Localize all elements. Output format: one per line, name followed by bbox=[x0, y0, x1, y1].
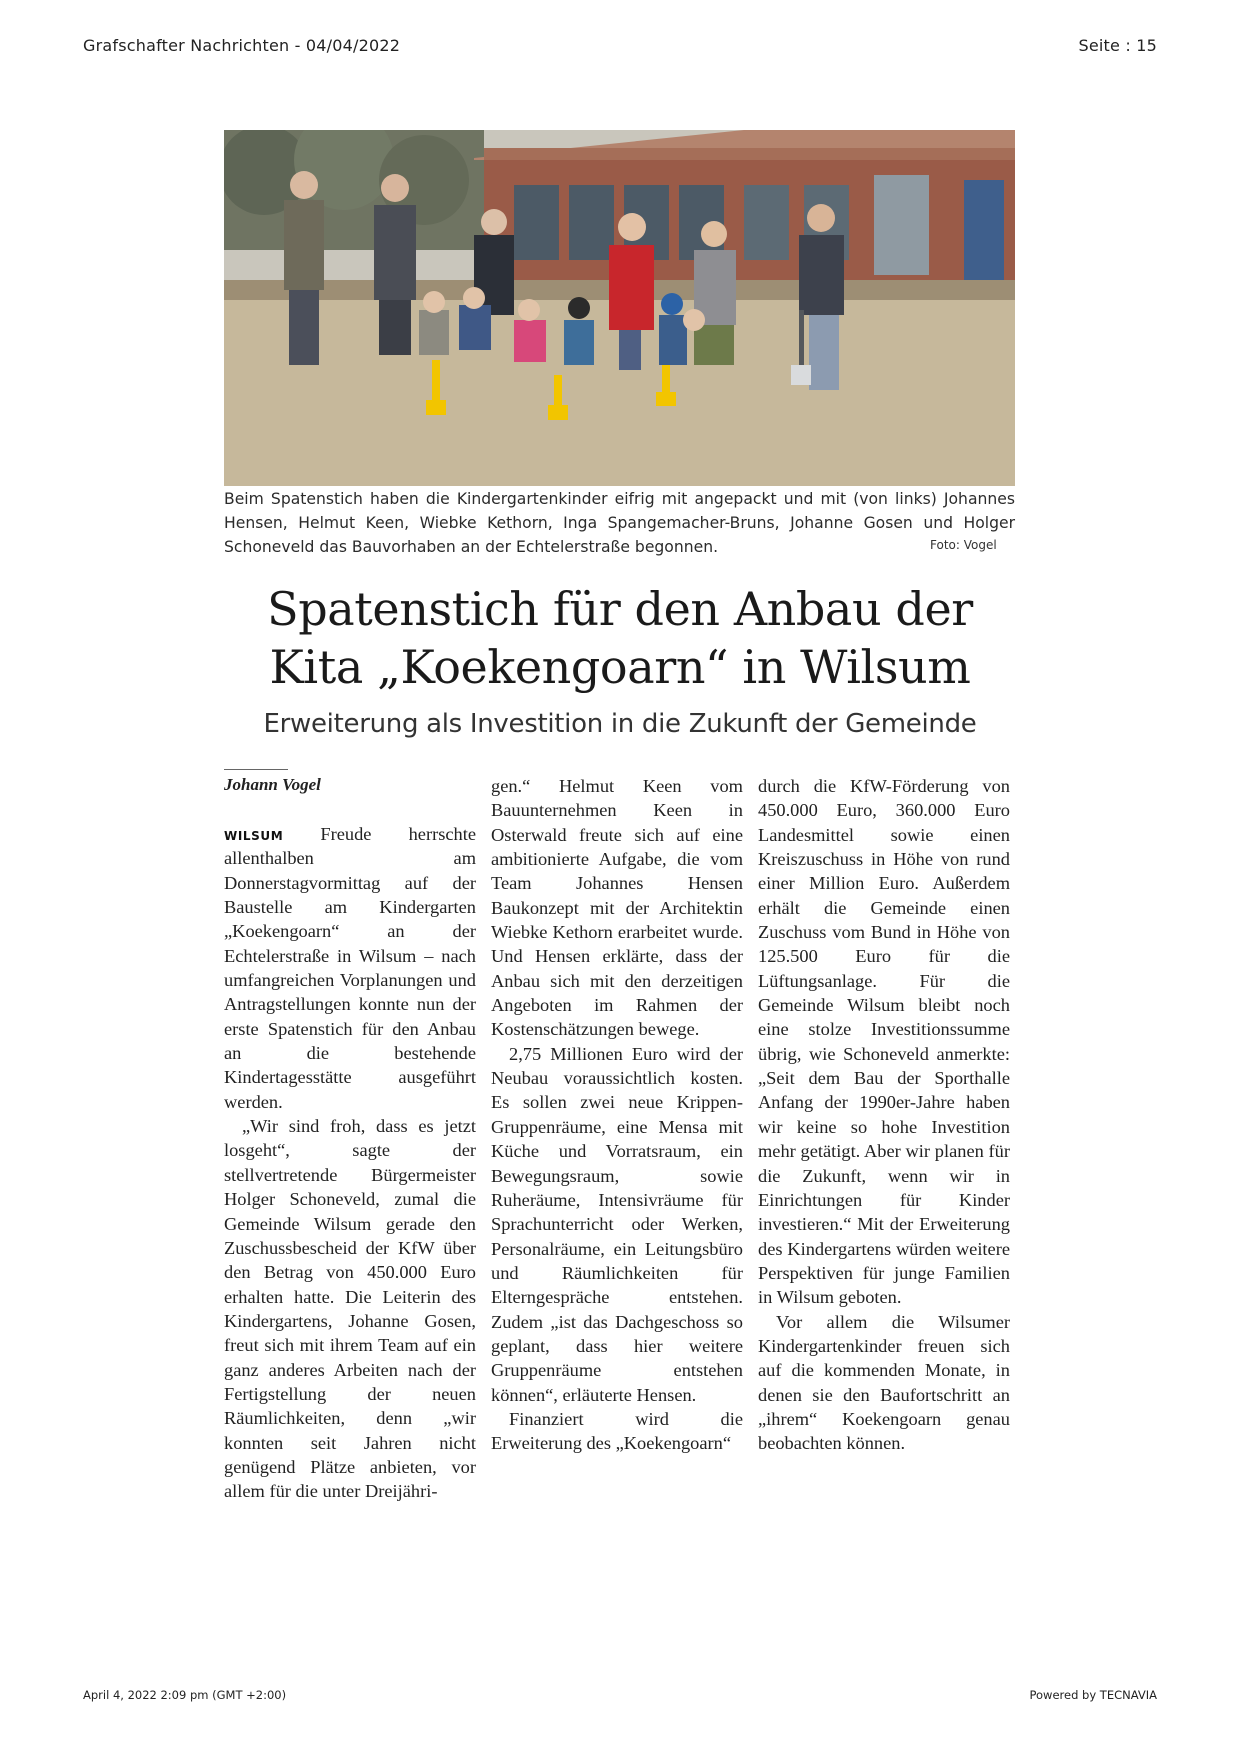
article-photo bbox=[224, 130, 1015, 486]
footer-timestamp: April 4, 2022 2:09 pm (GMT +2:00) bbox=[83, 1688, 287, 1702]
paragraph: 2,75 Millionen Euro wird der Neubau voraussichtlich kosten. Es sollen zwei neue Krippen-Gruppenräume, eine Mensa mit Küche und Vorratsraum, ein Bewegungsraum, sowie Ruheräume, Intensivräume für Sprachunterricht oder Werken, Personalräume, ein Leitungsbüro und Räumlichkeiten für Elterngespräche entstehen. Zudem „ist das Dachgeschoss so geplant, dass hier weitere Gruppenräume entstehen können“, erläuterte Hensen. bbox=[491, 1043, 743, 1405]
page-number: Seite : 15 bbox=[1078, 36, 1157, 55]
article-column-1 bbox=[224, 822, 476, 1504]
paragraph bbox=[224, 822, 476, 1114]
photo-credit: Foto: Vogel bbox=[930, 538, 997, 552]
article-subheadline: Erweiterung als Investition in die Zukunft der Gemeinde bbox=[263, 709, 977, 739]
article-column-3 bbox=[758, 774, 1010, 1456]
headline-line-2: Kita „Koekengoarn“ in Wilsum bbox=[269, 640, 971, 694]
article-headline bbox=[140, 580, 1100, 696]
publication-date-header: Grafschafter Nachrichten - 04/04/2022 bbox=[83, 36, 401, 55]
paragraph-text: Freude herrschte allenthalben am Donnerstagvormittag auf der Baustelle am Kindergarten „Koekengoarn“ an der Echtelerstraße in Wilsum – nach umfangreichen Vorplanungen und Antragstellungen konnte nun der erste Spatenstich für den Anbau an die bestehende Kindertagesstätte ausgeführt werden. bbox=[224, 824, 476, 1112]
dateline: WILSUM bbox=[224, 829, 284, 843]
byline-rule bbox=[224, 769, 288, 770]
paragraph: Vor allem die Wilsumer Kindergartenkinder freuen sich auf die kommenden Monate, in denen sie den Baufortschritt an „ihrem“ Koekengoarn genau beobachten können. bbox=[758, 1311, 1010, 1454]
paragraph: gen.“ Helmut Keen vom Bauunternehmen Keen in Osterwald freute sich auf eine ambitionierte Aufgabe, die vom Team Johannes Hensen Baukonzept mit der Architektin Wiebke Kethorn erarbeitet wurde. Und Hensen erklärte, dass der Anbau sich mit den derzeitigen Angeboten im Rahmen der Kostenschätzungen bewege. bbox=[491, 776, 743, 1040]
photo-caption: Beim Spatenstich haben die Kindergartenkinder eifrig mit angepackt und mit (von links) Johannes Hensen, Helmut Keen, Wiebke Kethorn, Inga Spangemacher-Bruns, Johanne Gosen und Holger Schoneveld das Bauvorhaben an der Echtelerstraße begonnen. bbox=[224, 490, 1015, 556]
paragraph: Finanziert wird die Erweiterung des „Koekengoarn“ bbox=[491, 1408, 743, 1454]
paragraph: „Wir sind froh, dass es jetzt losgeht“, sagte der stellvertretende Bürgermeister Holger Schoneveld, zumal die Gemeinde Wilsum gerade den Zuschussbescheid der KfW über den Betrag von 450.000 Euro erhalten hatte. Die Leiterin des Kindergartens, Johanne Gosen, freut sich mit ihrem Team auf ein ganz anderes Arbeiten nach der Fertigstellung der neuen Räumlichkeiten, denn „wir konnten seit Jahren nicht genügend Plätze anbieten, vor allem für die unter Dreijähri- bbox=[224, 1116, 476, 1502]
headline-line-1: Spatenstich für den Anbau der bbox=[267, 582, 973, 636]
paragraph: durch die KfW-Förderung von 450.000 Euro, 360.000 Euro Landesmittel sowie einen Kreiszuschuss in Höhe von rund einer Million Euro. Außerdem erhält die Gemeinde einen Zuschuss vom Bund in Höhe von 125.500 Euro für die Lüftungsanlage. Für die Gemeinde Wilsum bleibt noch eine stolze Investitionssumme übrig, wie Schoneveld anmerkte: „Seit dem Bau der Sporthalle Anfang der 1990er-Jahre haben wir keine so hohe Investition mehr getätigt. Aber wir planen für die Zukunft, wenn wir in Einrichtungen für Kinder investieren.“ Mit der Erweiterung des Kindergartens würden weitere Perspektiven für junge Familien in Wilsum geboten. bbox=[758, 776, 1010, 1308]
article-author: Johann Vogel bbox=[224, 775, 321, 794]
footer-powered-by: Powered by TECNAVIA bbox=[1029, 1688, 1157, 1702]
article-column-2 bbox=[491, 774, 743, 1456]
